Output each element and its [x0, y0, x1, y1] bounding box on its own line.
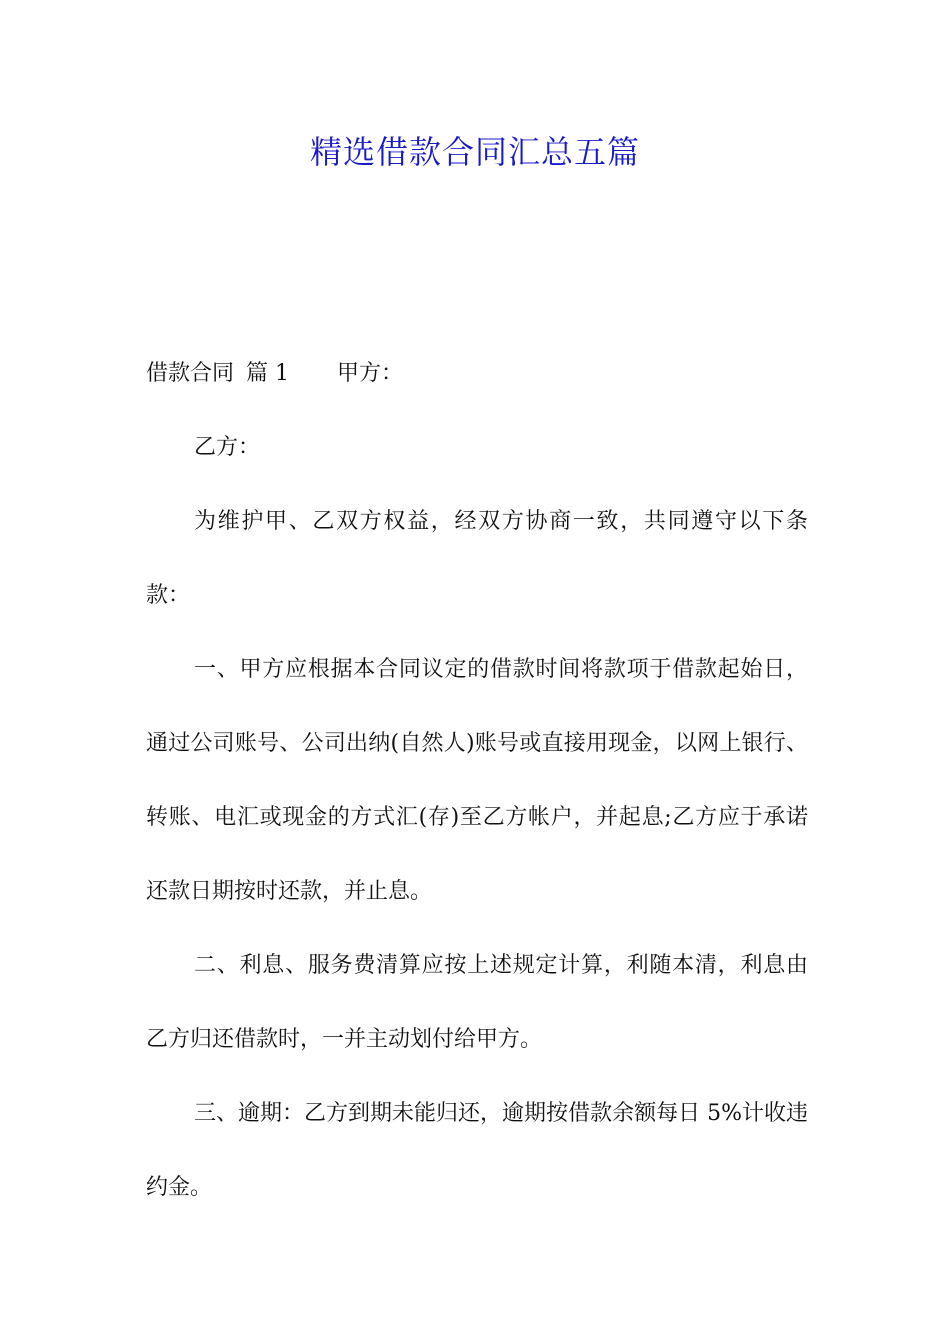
paragraph-clause-3: 三、逾期：乙方到期未能归还，逾期按借款余额每日 5%计收违约金。: [146, 1101, 808, 1200]
section-heading-line: [146, 337, 808, 411]
document-body: [146, 337, 808, 1225]
paragraph-clause-1: 一、甲方应根据本合同议定的借款时间将款项于借款起始日，通过公司账号、公司出纳(自然人)账号或直接用现金，以网上银行、转账、电汇或现金的方式汇(存)至乙方帐户，并起息;乙方应于承诺还款日期按时还款，并止息。: [146, 657, 808, 904]
paragraph-intro: 为维护甲、乙双方权益，经双方协商一致，共同遵守以下条款：: [146, 509, 808, 608]
paragraph-clause-2: 二、利息、服务费清算应按上述规定计算，利随本清，利息由乙方归还借款时，一并主动划付给甲方。: [146, 953, 808, 1052]
section-heading: 借款合同: [146, 361, 235, 386]
document-title: 精选借款合同汇总五篇: [309, 133, 640, 171]
party-b-label: 乙方：: [194, 435, 261, 460]
section-number: 篇 1: [246, 361, 290, 386]
party-a-label: 甲方：: [337, 361, 404, 386]
